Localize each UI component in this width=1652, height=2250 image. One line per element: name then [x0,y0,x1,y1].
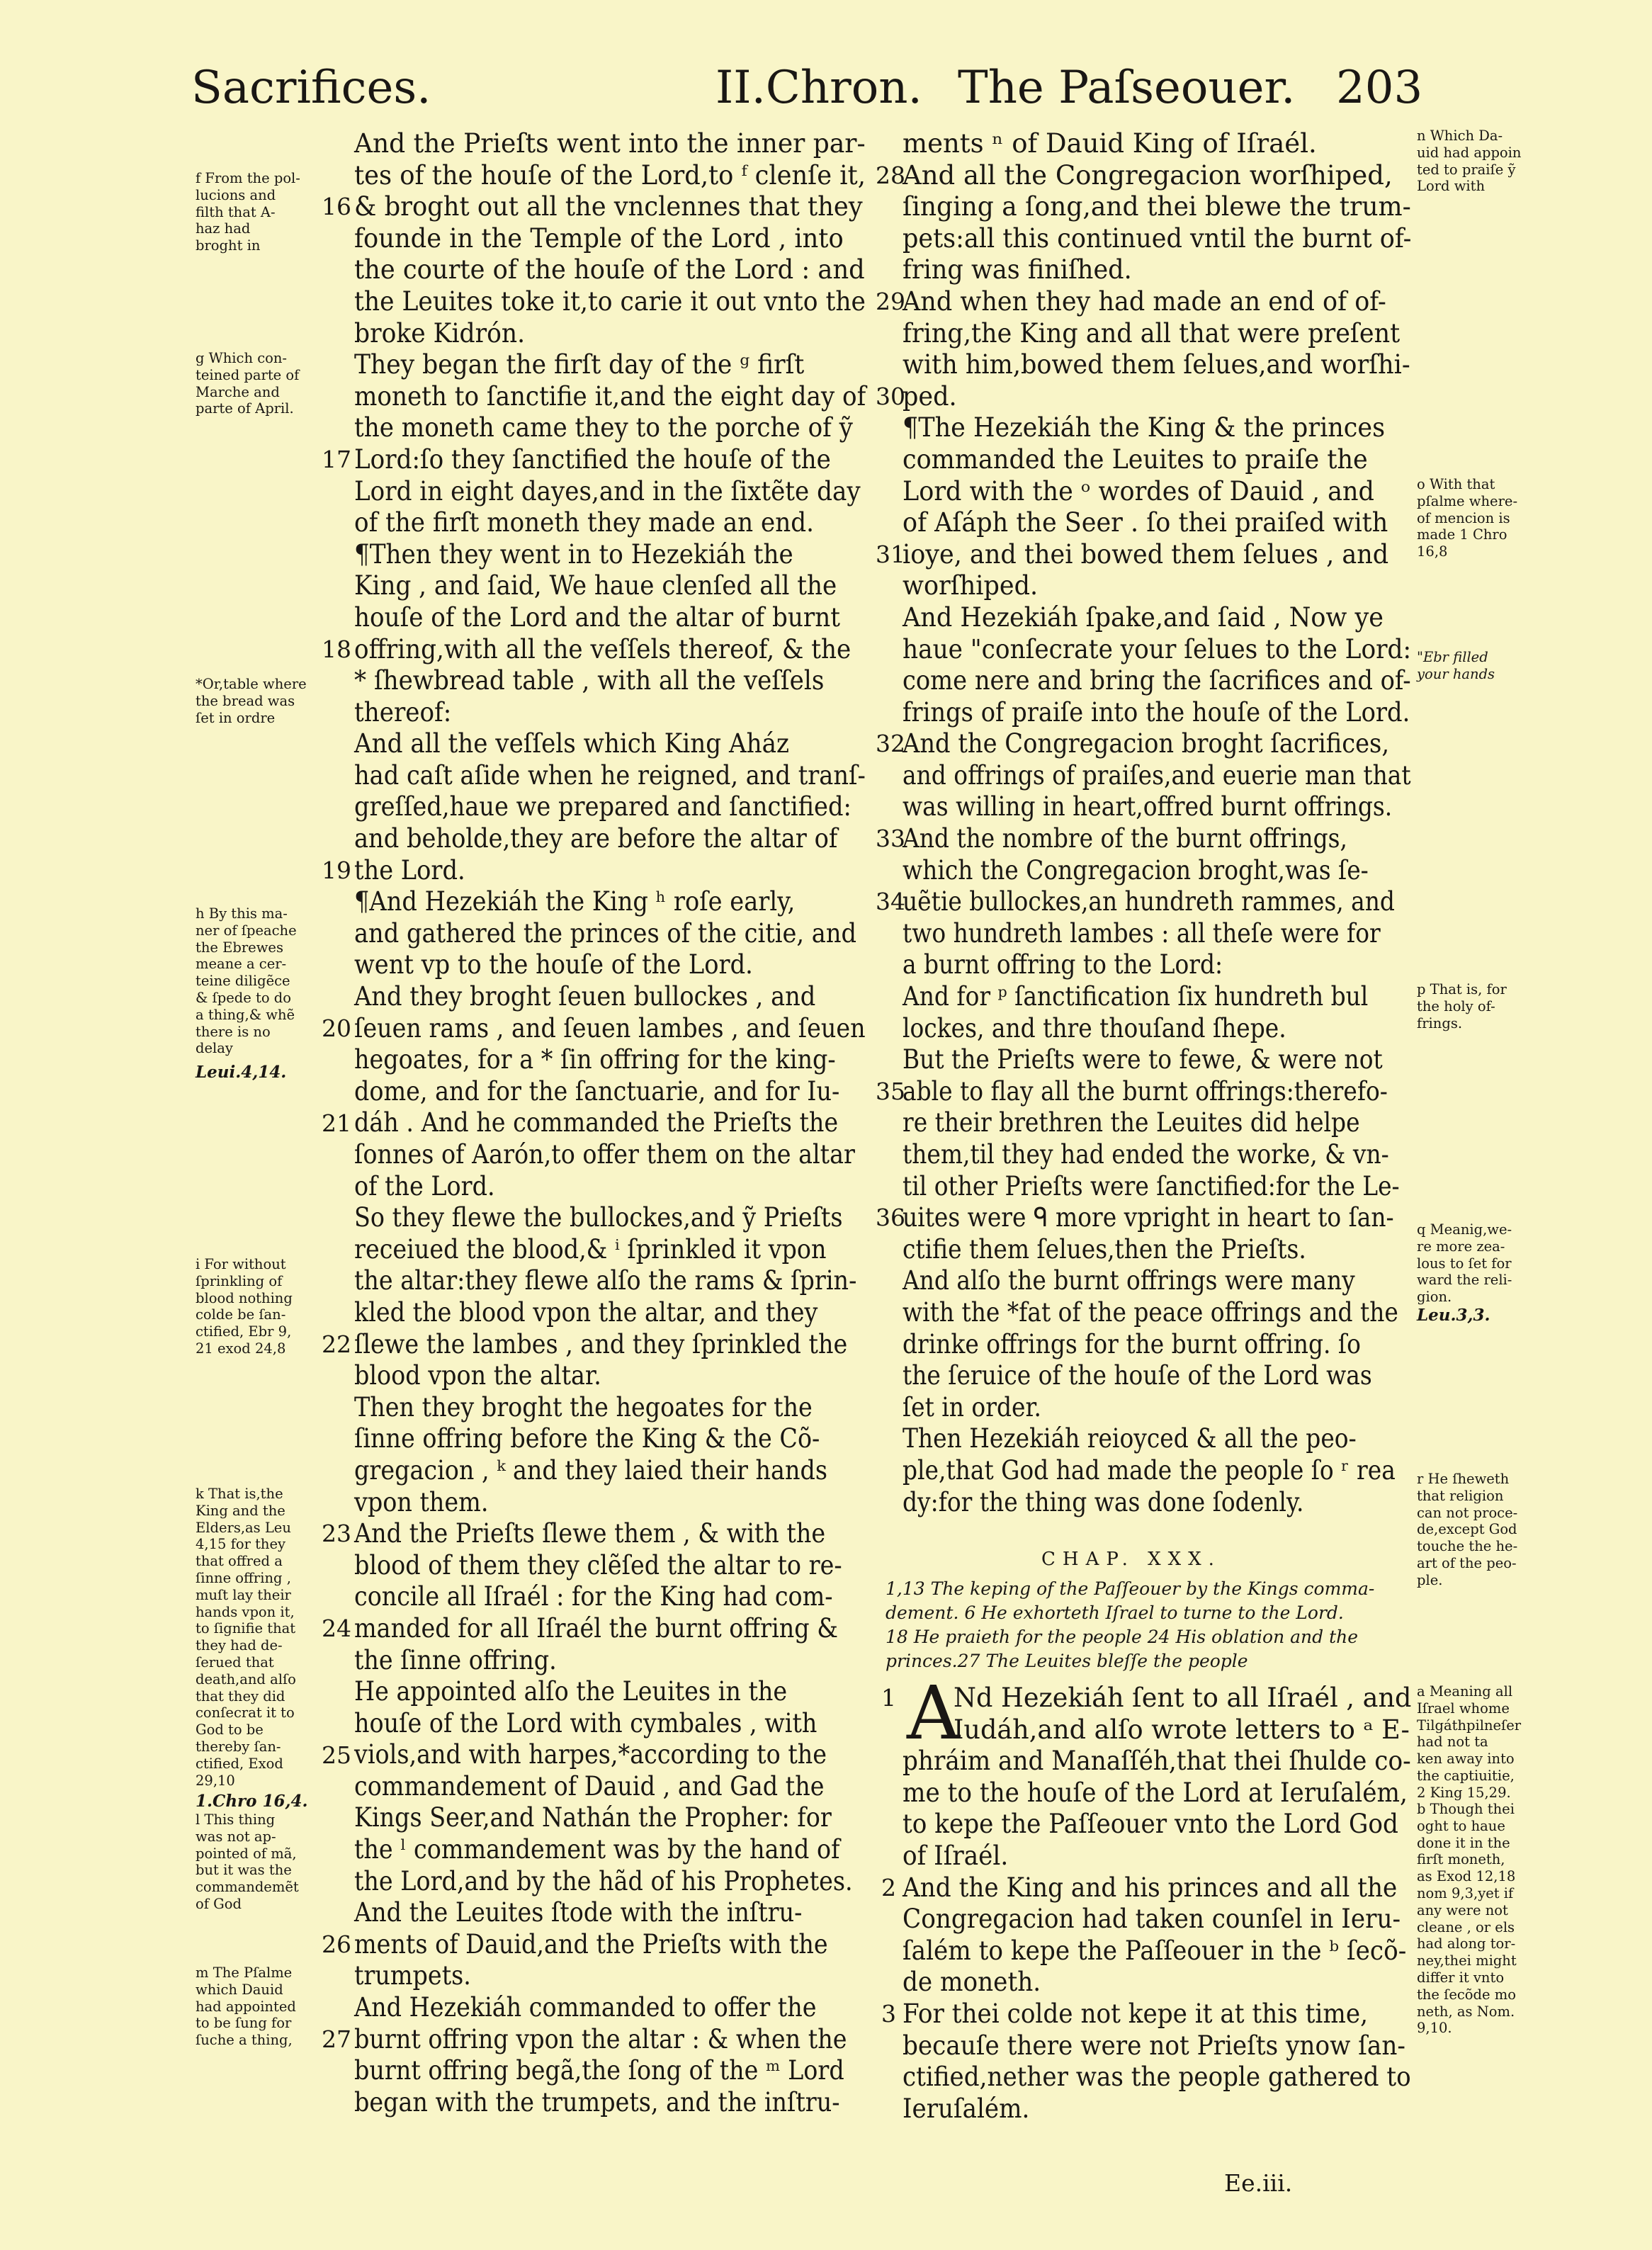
margin-note-line: can not proce- [1417,1504,1518,1521]
margin-note-line: Iſrael whome [1417,1700,1510,1717]
text-line: drinke offrings for the burnt offring. ſo [903,1328,1361,1359]
summary-line: dement. 6 He exhorteth Iſrael to turne to the Lord. [886,1602,1344,1623]
text-line: fring,the King and all that were preſent [903,317,1401,349]
text-line: had caſt aſide when he reigned, and tranſ- [354,759,866,791]
verse-number: 29 [876,288,905,315]
margin-note [196,1256,293,1357]
right-column-text [903,128,1475,1518]
text-line: Congregacion had taken counſel in Ieru- [903,1904,1401,1935]
text-line: And the King and his princes and all the [903,1872,1398,1903]
summary-line: 1,13 The keping of the Paſſeouer by the Kings comma- [886,1578,1375,1599]
verse-number: 33 [876,825,905,853]
verse-number: 1 [881,1684,896,1712]
text-line: thereof: [354,696,452,728]
margin-note-line: done it in the [1417,1834,1510,1851]
text-line: uites were ᑫ more vpright in heart to ſan- [903,1202,1394,1233]
text-line: houſe of the Lord and the altar of burnt [354,601,840,633]
margin-note-line: the Ebrewes [196,939,283,956]
text-line: and offrings of praiſes,and euerie man that [903,759,1411,791]
text-line: Kings Seer,and Nathán the Propher: for [354,1802,832,1833]
text-line: dy:for the thing was done ſodenly. [903,1486,1304,1517]
margin-note-line: pointed of mã, [196,1845,297,1862]
running-head-right: The Paſseouer. [958,62,1296,114]
margin-note-line: Tilgáthpilneſer [1417,1717,1522,1734]
margin-note [196,1811,299,1913]
verse-number: 34 [876,888,905,916]
text-line: Lord with the ᵒ wordes of Dauid , and [903,475,1374,507]
margin-note-line: lucions and [196,186,276,203]
text-line: manded for all Iſraél the burnt offring & [354,1612,838,1644]
margin-note-line: h By this ma- [196,905,288,922]
text-line: kled the blood vpon the altar, and they [354,1296,818,1328]
text-line: and gathered the princes of the citie, and [354,917,857,949]
verse-number: 20 [322,1014,351,1042]
text-line: commandement of Dauid , and Gad the [354,1770,825,1802]
margin-note-line: k That is,the [196,1486,283,1502]
text-line: blood of them they clẽſed the altar to re- [354,1549,842,1581]
text-line: And Hezekiáh ſpake,and ſaid , Now ye [903,601,1384,633]
margin-note-line: Leui.4,14. [196,1063,287,1082]
text-line: moneth to ſanctifie it,and the eight day of [354,380,866,412]
text-line: ioye, and thei bowed them ſelues , and [903,538,1389,570]
margin-note-line: gion. [1417,1289,1452,1306]
margin-note-line: uid had appoin [1417,144,1522,161]
margin-note [1417,476,1517,560]
text-line: Then Hezekiáh reioyced & all the peo- [903,1423,1357,1454]
margin-note-line: as Exod 12,18 [1417,1868,1516,1885]
text-line: ped. [903,380,957,412]
text-line: ctified,nether was the people gathered to [903,2062,1411,2093]
margin-note-line: i For without [196,1256,286,1272]
verse-number: 17 [322,446,351,473]
margin-note-line: God to be [196,1722,264,1739]
margin-note-line: re more zea- [1417,1238,1505,1255]
margin-note-line: n Which Da- [1417,128,1503,144]
text-line: pets:all this continued vntil the burnt of- [903,222,1412,254]
margin-note-line: haz had [196,220,251,237]
margin-note-line: de,except God [1417,1521,1517,1538]
margin-note-line: frings. [1417,1014,1463,1031]
margin-note-line: o With that [1417,476,1495,492]
margin-note-line: ſuche a thing, [196,2032,293,2049]
text-line: Ieruſalém. [903,2093,1030,2124]
text-line: ſinne offring before the King & the Cõ- [354,1423,820,1454]
text-line: which the Congregacion broght,was ſe- [903,854,1369,886]
margin-note-line: the holy of- [1417,997,1495,1014]
margin-note-line: art of the peo- [1417,1554,1517,1571]
margin-note-line: cleane , or els [1417,1918,1515,1935]
running-head-book: II.Chron. [715,62,922,114]
margin-note-line: l This thing [196,1811,276,1828]
text-line: ſeuen rams , and ſeuen lambes , and ſeuen [354,1012,866,1044]
text-line: re their brethren the Leuites did helpe [903,1107,1360,1138]
margin-note [196,170,300,254]
chapter-heading: CHAP. XXX. [1041,1549,1221,1570]
verse-number: 32 [876,730,905,758]
text-line: frings of praiſe into the houſe of the Lord. [903,696,1410,728]
text-line: uẽtie bullockes,an hundreth rammes, and [903,886,1395,917]
text-line: to kepe the Paſſeouer vnto the Lord God [903,1809,1398,1840]
verse-number: 19 [322,856,351,884]
margin-note-line: that they did [196,1688,285,1705]
margin-note-line: touche the he- [1417,1538,1518,1555]
margin-note-line: f From the pol- [196,170,300,186]
text-line: And Hezekiáh commanded to offer the [354,1992,817,2023]
margin-note-line: parte of April. [196,400,294,417]
text-line: fring was finiſhed. [903,254,1132,286]
text-line: & broght out all the vnclennes that they [354,191,863,222]
text-line: me to the houſe of the Lord at Ieruſalém, [903,1777,1408,1808]
margin-note-line: ward the reli- [1417,1272,1512,1289]
margin-note-line: which Dauid [196,1981,283,1998]
margin-note-line: to be ſung for [196,2015,292,2032]
drop-cap: A [907,1670,961,1756]
text-line: went vp to the houſe of the Lord. [354,949,753,980]
margin-note-line: commandemẽt [196,1879,299,1896]
margin-note-line: 9,10. [1417,2020,1452,2037]
text-line: ¶Then they went in to Hezekiáh the [354,538,793,570]
text-line: Nd Hezekiáh ſent to all Iſraél , and [954,1683,1412,1713]
margin-note-line: delay [196,1040,233,1057]
text-line: phráim and Manaſſéh,that thei ſhulde co- [903,1746,1411,1777]
margin-note-line: that religion [1417,1487,1504,1504]
margin-note-line: "Ebr filled [1417,649,1488,665]
text-line: the courte of the houſe of the Lord : and [354,254,865,286]
margin-note-line: muſt lay their [196,1586,291,1603]
text-line: come nere and bring the ſacrifices and of- [903,665,1411,696]
margin-note-line: 1.Chro 16,4. [196,1792,308,1811]
margin-note-line: made 1 Chro [1417,526,1507,543]
text-line: And for ᵖ ſanctification ſix hundreth bul [903,981,1369,1012]
verse-number: 35 [876,1078,905,1105]
margin-note-line: but it was the [196,1862,292,1879]
margin-note-line: a Meaning all [1417,1683,1513,1700]
margin-note-line: 29,10 [196,1772,235,1789]
text-line: King , and ſaid, We haue clenſed all the [354,570,837,601]
margin-note-line: was not ap- [196,1828,276,1845]
margin-note-line: r He ſheweth [1417,1471,1510,1487]
margin-note-line: of mencion is [1417,509,1510,526]
margin-note-line: Leu.3,3. [1417,1306,1490,1325]
margin-note-line: lous to ſet for [1417,1255,1512,1272]
text-line: And the Prieſts went into the inner par- [354,128,866,159]
margin-note-line: there is no [196,1023,271,1040]
chapter-text [903,1683,1454,2125]
margin-note [196,350,299,417]
margin-note-line: colde be ſan- [196,1306,286,1323]
text-line: ments of Dauid,and the Prieſts with the [354,1928,828,1960]
margin-note-line: of God [196,1895,242,1912]
margin-note-line: they had de- [196,1637,283,1654]
margin-note-line: thereby ſan- [196,1738,281,1755]
margin-note-line: filth that A- [196,203,276,220]
text-line: blood vpon the altar. [354,1360,601,1391]
text-line: the ſeruice of the houſe of the Lord was [903,1360,1372,1391]
text-line: burnt offring vpon the altar : & when the [354,2023,847,2054]
text-line: houſe of the Lord with cymbales , with [354,1707,817,1739]
margin-note-line: 2 King 15,29. [1417,1784,1511,1801]
margin-note-line: had appointed [196,1998,296,2015]
text-line: worſhiped. [903,570,1039,601]
left-column-text [354,128,921,2118]
margin-note-line: Marche and [196,383,280,400]
text-line: concile all Iſraél : for the King had com- [354,1581,833,1612]
margin-note [1417,981,1507,1031]
verse-number: 31 [876,540,905,568]
margin-note-line: nom 9,3,yet if [1417,1884,1514,1901]
text-line: ¶And Hezekiáh the King ʰ roſe early, [354,886,796,917]
text-line: the ſinne offring. [354,1644,557,1675]
margin-note [196,1793,308,1810]
text-line: And the Prieſts ſlewe them , & with the [354,1518,826,1549]
verse-number: 30 [876,382,905,410]
margin-note-line: the bread was [196,692,295,709]
verse-number: 25 [322,1741,351,1769]
margin-note-line: hands vpon it, [196,1603,295,1620]
running-head-left: Sacrifices. [191,62,431,114]
verse-number: 22 [322,1330,351,1358]
margin-note-line: differ it vnto [1417,1969,1505,1986]
margin-note-line: m The Pſalme [196,1964,293,1981]
verse-number: 26 [322,1930,351,1959]
margin-note-line: the ſecõde mo [1417,1986,1517,2003]
margin-note-line: ney,thei might [1417,1952,1517,1969]
text-line: of the firſt moneth they made an end. [354,507,814,538]
margin-note-line: neth, as Nom. [1417,2003,1515,2020]
text-line: ſinging a ſong,and thei blewe the trum- [903,191,1411,222]
margin-note-line: ple. [1417,1571,1443,1588]
margin-note-line: ctified, Ebr 9, [196,1323,292,1340]
text-line: lockes, and thre thouſand ſhepe. [903,1012,1286,1044]
verse-number: 27 [322,2025,351,2053]
text-line: trumpets. [354,1960,471,1991]
margin-note-line: blood nothing [196,1289,293,1306]
text-line: greſſed,haue we prepared and ſanctified: [354,791,852,822]
margin-note-line: & ſpede to do [196,989,292,1006]
text-line: ſonnes of Aarón,to offer them on the altar [354,1139,855,1170]
text-line: And alſo the burnt offrings were many [903,1265,1355,1296]
verse-number: 3 [881,2000,896,2028]
text-line: offring,with all the veſſels thereof, & the [354,633,852,665]
text-line: ¶The Hezekiáh the King & the princes [903,412,1386,443]
text-line: burnt offring begã,the ſong of the ᵐ Lord [354,2055,844,2086]
text-line: of the Lord. [354,1170,495,1202]
text-line: founde in the Temple of the Lord , into [354,222,844,254]
margin-note-line: Elders,as Leu [196,1519,291,1536]
margin-note [1417,1471,1517,1589]
margin-note-line: g Which con- [196,350,288,366]
text-line: was willing in heart,offred burnt offrings. [903,791,1393,822]
text-line: For thei colde not kepe it at this time, [903,1998,1368,2029]
text-line: able to flay all the burnt offrings:therefo- [903,1075,1388,1107]
margin-note [1417,1307,1490,1324]
verse-number: 28 [876,161,905,189]
margin-note-line: to ſignifie that [196,1620,296,1637]
summary-line: 18 He praieth for the people 24 His oblation and the [886,1627,1359,1647]
text-line: And the Leuites ſtode with the inſtru- [354,1897,803,1928]
margin-note [196,676,307,726]
verse-number: 18 [322,635,351,663]
text-line: And the nombre of the burnt offrings, [903,823,1347,854]
text-line: So they flewe the bullockes,and ỹ Prieſts [354,1202,843,1233]
text-line: ſalém to kepe the Paſſeouer in the ᵇ ſecõ- [903,1935,1407,1966]
text-line: and beholde,they are before the altar of [354,823,838,854]
text-line: And they broght ſeuen bullockes , and [354,981,816,1012]
margin-note-line: ken away into [1417,1751,1515,1768]
margin-note [196,1486,296,1789]
margin-note-line: 16,8 [1417,543,1448,560]
chapter-summary [886,1577,1374,1673]
text-line: with him,bowed them ſelues,and worſhi- [903,349,1410,380]
text-line: with the *fat of the peace offrings and the [903,1296,1398,1328]
text-line: But the Prieſts were to fewe, & were not [903,1044,1383,1075]
text-line: hegoates, for a * ſin offring for the king- [354,1044,836,1075]
text-line: And all the Congregacion worſhiped, [903,159,1393,191]
text-line: Lord in eight dayes,and in the ſixtẽte day [354,475,861,507]
margin-note [196,1964,296,2049]
signature-mark: Ee.iii. [1224,2169,1293,2197]
text-line: of Iſraél. [903,1840,1009,1871]
verse-number: 23 [322,1520,351,1548]
margin-note-line: the captiuitie, [1417,1767,1515,1784]
text-line: the ˡ commandement was by the hand of [354,1834,840,1865]
text-line: two hundreth lambes : all theſe were for [903,917,1381,949]
verse-number: 16 [322,193,351,221]
text-line: And the Congregacion broght ſacrifices, [903,728,1390,759]
margin-note-line: ner of ſpeache [196,922,297,939]
margin-note-line: firſt moneth, [1417,1851,1505,1868]
text-line: broke Kidrón. [354,317,526,349]
margin-note-line: teine diligẽce [196,973,290,990]
margin-note-line: oght to haue [1417,1817,1505,1834]
text-line: of Aſáph the Seer . ſo thei praiſed with [903,507,1388,538]
text-line: tes of the houſe of the Lord,to ᶠ clenſe it, [354,159,866,191]
text-line: the Leuites toke it,to carie it out vnto the [354,286,866,317]
text-line: gregacion , ᵏ and they laied their hands [354,1454,827,1486]
text-line: And all the veſſels which King Aház [354,728,790,759]
text-line: Iudáh,and alſo wrote letters to ᵃ E- [954,1714,1410,1745]
margin-note-line: your hands [1417,665,1495,682]
margin-note-line: p That is, for [1417,981,1507,997]
text-line: receiued the blood,& ⁱ ſprinkled it vpon [354,1233,827,1265]
text-line: them,til they had ended the worke, & vn- [903,1139,1389,1170]
text-line: He appointed alſo the Leuites in the [354,1676,788,1707]
margin-note [1417,649,1495,683]
text-line: ments ⁿ of Dauid King of Iſraél. [903,128,1317,159]
text-line: a burnt offring to the Lord: [903,949,1223,980]
margin-note [1417,128,1521,195]
text-line: ſet in order. [903,1391,1042,1423]
text-line: Lord:ſo they ſanctified the houſe of the [354,443,831,475]
text-line: ple,that God had made the people ſo ʳ rea [903,1454,1396,1486]
margin-note-line: Lord with [1417,178,1486,195]
text-line: becauſe there were not Prieſts ynow ſan- [903,2030,1405,2061]
margin-note-line: q Meanig,we- [1417,1221,1512,1238]
margin-note [196,1064,286,1081]
margin-note-line: ted to praiſe ỹ [1417,161,1516,178]
text-line: commanded the Leuites to praiſe the [903,443,1368,475]
margin-note-line: ſet in ordre [196,709,276,726]
margin-note-line: had not ta [1417,1734,1488,1751]
margin-note-line: conſecrat it to [196,1705,295,1722]
margin-note-line: that offred a [196,1553,283,1570]
text-line: haue "conſecrate your ſelues to the Lord: [903,633,1412,665]
text-line: the Lord. [354,854,465,886]
margin-note-line: ſprinkling of [196,1272,283,1289]
text-line: the Lord,and by the hãd of his Prophetes. [354,1865,853,1896]
margin-note-line: ſinne offring , [196,1569,291,1586]
margin-note-line: broght in [196,237,261,254]
margin-note-line: ſerued that [196,1653,274,1670]
margin-note-line: 21 exod 24,8 [196,1340,286,1357]
text-line: ſlewe the lambes , and they ſprinkled the [354,1328,848,1359]
text-line: ctifie them ſelues,then the Prieſts. [903,1233,1306,1265]
text-line: the moneth came they to the porche of ỹ [354,412,853,443]
summary-line: princes.27 The Leuites bleſſe the people [886,1651,1248,1671]
text-line: de moneth. [903,1967,1041,1998]
text-line: viols,and with harpes,*according to the [354,1739,827,1770]
margin-note-line: had along tor- [1417,1935,1516,1952]
page-number: 203 [1336,62,1423,114]
text-line: the altar:they flewe alſo the rams & ſprin- [354,1265,857,1296]
text-line: And when they had made an end of of- [903,286,1386,317]
margin-note [1417,1221,1512,1306]
text-line: vpon them. [354,1486,489,1517]
margin-note-line: death,and alſo [196,1670,296,1688]
text-line: * ſhewbread table , with all the veſſels [354,665,825,696]
text-line: til other Prieſts were ſanctified:for the Le- [903,1170,1400,1202]
margin-note-line: ctified, Exod [196,1755,283,1772]
margin-note [196,905,297,1057]
margin-note-line: *Or,table where [196,676,307,692]
text-line: began with the trumpets, and the inſtru- [354,2086,840,2118]
text-line: They began the firſt day of the ᵍ firſt [354,349,805,380]
margin-note-line: teined parte of [196,366,300,383]
margin-note-line: King and the [196,1502,285,1519]
text-line: dome, and for the ſanctuarie, and for Iu- [354,1075,840,1107]
verse-number: 36 [876,1204,905,1232]
margin-note-line: pſalme where- [1417,492,1518,509]
margin-note-line: 4,15 for they [196,1536,286,1553]
margin-note-line: any were not [1417,1901,1508,1918]
verse-number: 2 [881,1873,896,1901]
margin-note-line: b Though thei [1417,1801,1515,1817]
text-line: dáh . And he commanded the Prieſts the [354,1107,839,1138]
margin-note-line: a thing,& whẽ [196,1006,295,1023]
verse-number: 24 [322,1615,351,1643]
margin-note-line: meane a cer- [196,956,287,973]
text-line: Then they broght the hegoates for the [354,1391,813,1423]
verse-number: 21 [322,1109,351,1137]
